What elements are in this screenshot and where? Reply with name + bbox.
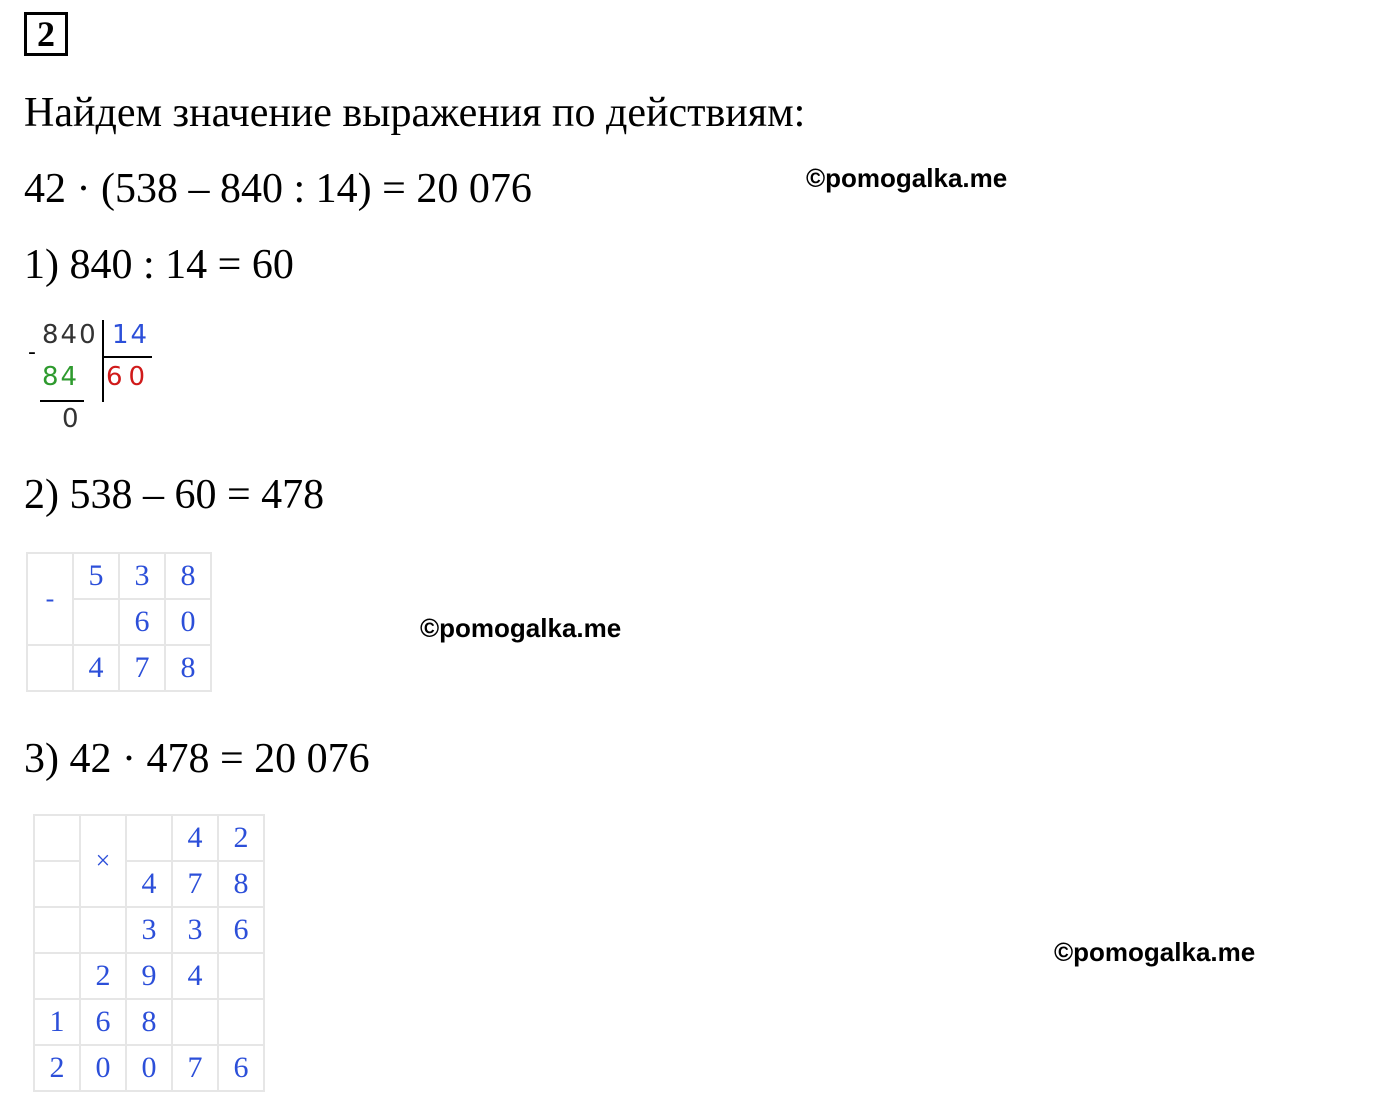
- division-divisor-line: [104, 356, 152, 358]
- grid-cell: [172, 999, 218, 1045]
- task-number-badge: 2: [24, 12, 68, 56]
- grid-cell: [73, 599, 119, 645]
- grid-cell: 6: [119, 599, 165, 645]
- grid-cell: [34, 907, 80, 953]
- grid-cell: [218, 953, 264, 999]
- step-1-label: 1) 840 : 14 = 60: [24, 242, 294, 288]
- grid-cell: 5: [73, 553, 119, 599]
- step-3-label: 3) 42 · 478 = 20 076: [24, 736, 370, 782]
- table-row: [27, 645, 211, 691]
- table-row: [34, 815, 264, 861]
- grid-cell: [34, 861, 80, 907]
- division-dividend: 840: [42, 320, 98, 350]
- grid-cell: [80, 907, 126, 953]
- grid-cell: [34, 815, 80, 861]
- grid-cell: [34, 953, 80, 999]
- long-division: [24, 318, 164, 438]
- grid-cell: 8: [126, 999, 172, 1045]
- watermark: ©pomogalka.me: [806, 163, 1008, 193]
- grid-cell: 3: [172, 907, 218, 953]
- grid-cell: 1: [34, 999, 80, 1045]
- grid-cell: 2: [34, 1045, 80, 1091]
- grid-cell: 8: [165, 645, 211, 691]
- grid-cell: [126, 815, 172, 861]
- grid-cell: 2: [218, 815, 264, 861]
- grid-cell: 3: [119, 553, 165, 599]
- subtraction-minus-sign: -: [27, 553, 73, 645]
- table-row: [34, 999, 264, 1045]
- division-subtrahend: 84: [42, 362, 80, 392]
- grid-cell: 6: [218, 907, 264, 953]
- grid-cell: 3: [126, 907, 172, 953]
- multiplication-sign: ×: [80, 815, 126, 907]
- table-row: [34, 1045, 264, 1091]
- subtraction-grid: [26, 552, 212, 692]
- grid-cell: 6: [80, 999, 126, 1045]
- grid-cell: 6: [218, 1045, 264, 1091]
- watermark: ©pomogalka.me: [420, 613, 622, 643]
- grid-cell: 0: [165, 599, 211, 645]
- watermark: ©pomogalka.me: [1054, 937, 1256, 967]
- grid-cell: [218, 999, 264, 1045]
- grid-cell: 4: [172, 953, 218, 999]
- grid-cell: 8: [218, 861, 264, 907]
- division-remainder: 0: [62, 404, 79, 434]
- expression: 42 · (538 – 840 : 14) = 20 076: [24, 166, 532, 212]
- grid-cell: 4: [73, 645, 119, 691]
- table-row: [34, 953, 264, 999]
- grid-cell: 2: [80, 953, 126, 999]
- grid-cell: 9: [126, 953, 172, 999]
- table-row: [34, 861, 264, 907]
- grid-cell: 0: [80, 1045, 126, 1091]
- grid-cell: 7: [172, 1045, 218, 1091]
- grid-cell: 0: [126, 1045, 172, 1091]
- division-vertical-line: [102, 320, 104, 402]
- grid-cell: [27, 645, 73, 691]
- division-result-line: [40, 400, 84, 402]
- table-row: [34, 907, 264, 953]
- table-row: [27, 553, 211, 599]
- multiplication-grid: [33, 814, 265, 1092]
- intro-text: Найдем значение выражения по действиям:: [24, 90, 806, 136]
- division-quotient: 60: [106, 362, 152, 392]
- grid-cell: 4: [126, 861, 172, 907]
- grid-cell: 7: [172, 861, 218, 907]
- step-2-label: 2) 538 – 60 = 478: [24, 472, 325, 518]
- division-minus-sign: -: [28, 340, 36, 365]
- grid-cell: 8: [165, 553, 211, 599]
- grid-cell: 4: [172, 815, 218, 861]
- division-divisor: 14: [112, 320, 150, 350]
- grid-cell: 7: [119, 645, 165, 691]
